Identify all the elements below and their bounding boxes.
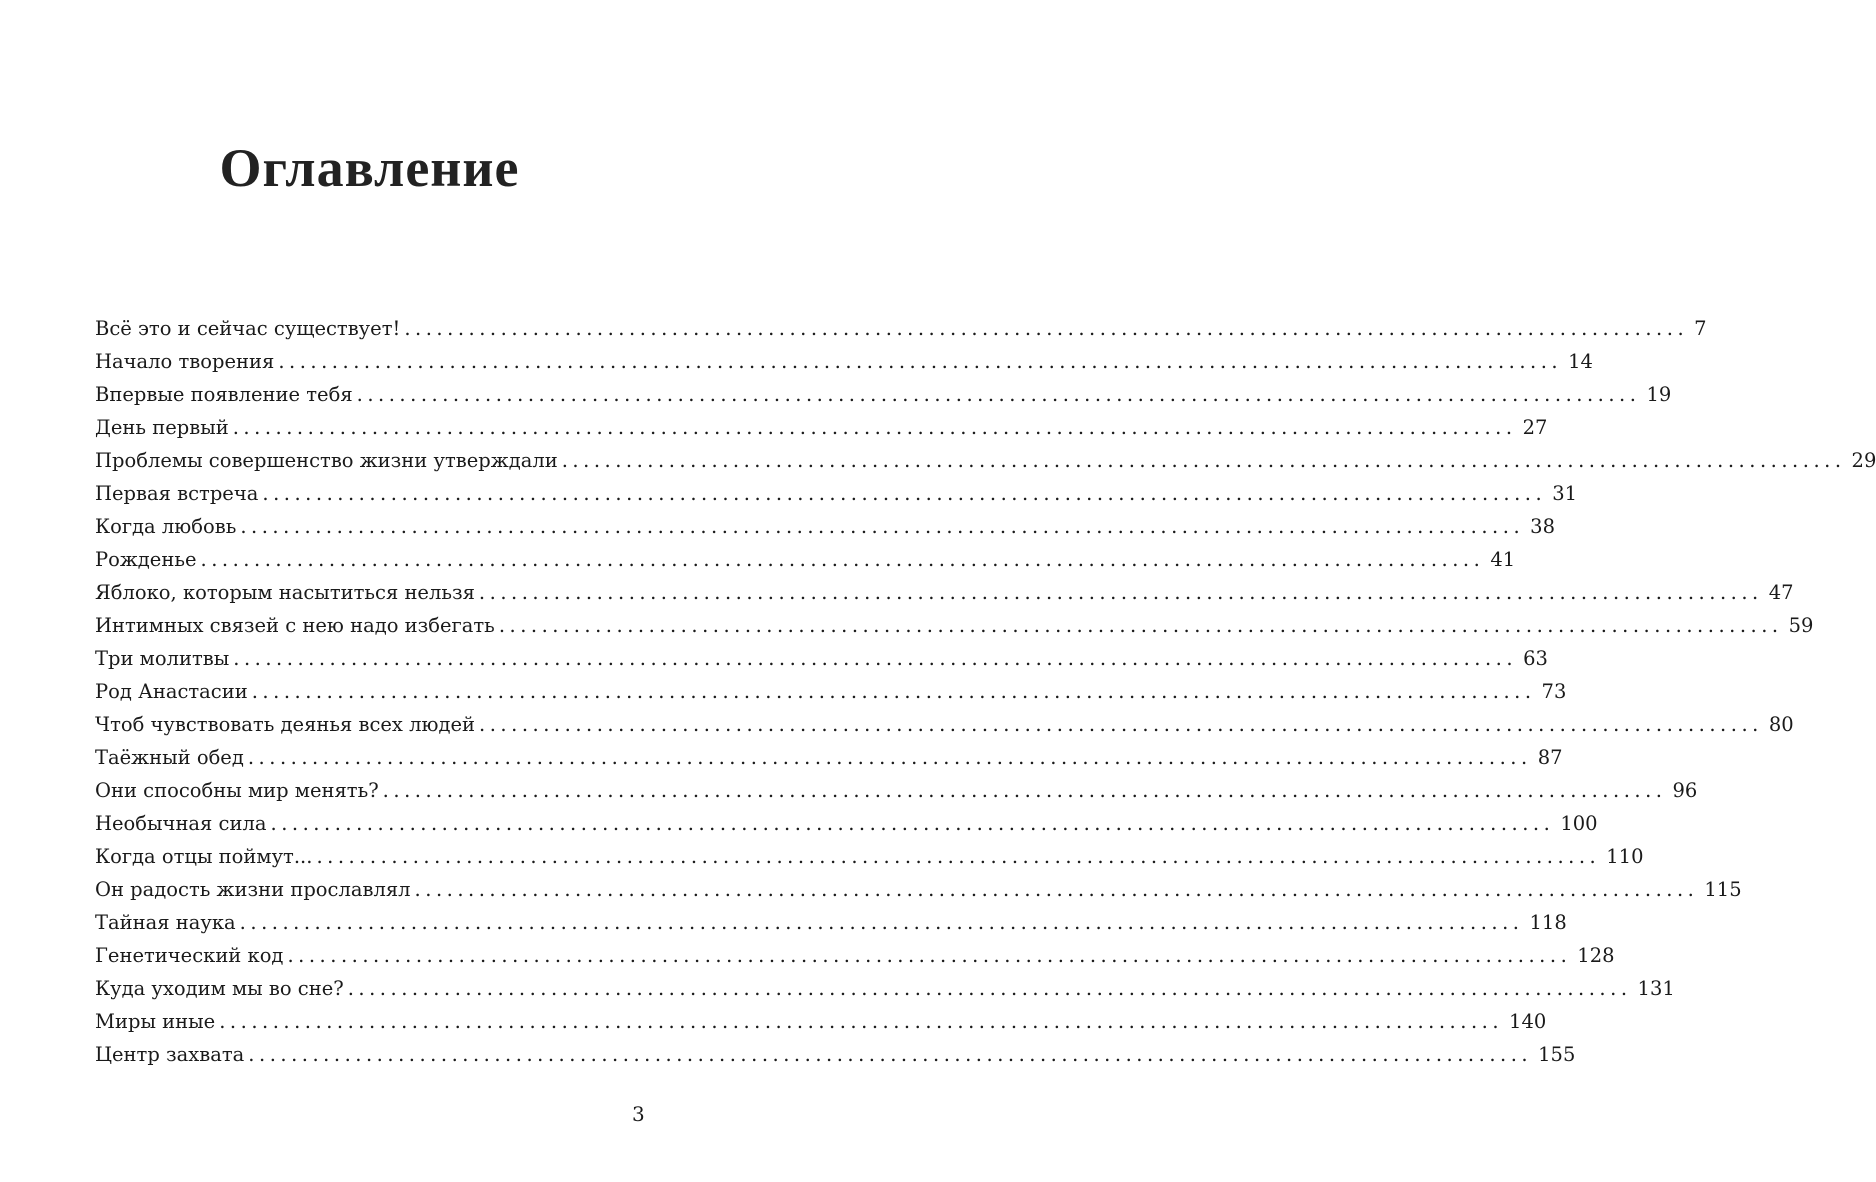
dot-leader: ........................................................................................................................ xyxy=(262,482,1547,505)
toc-entry-title: Необычная сила xyxy=(95,812,267,835)
dot-leader: ........................................................................................................................ xyxy=(248,1043,1533,1066)
toc-entry-page: 140 xyxy=(1509,1010,1547,1033)
dot-leader: ........................................................................................................................ xyxy=(478,581,1763,604)
toc-entry-title: Когда любовь xyxy=(95,515,237,538)
toc-entry-page: 118 xyxy=(1529,911,1567,934)
toc-entry xyxy=(95,840,1644,873)
toc-entry-page: 59 xyxy=(1788,614,1814,637)
toc-entry xyxy=(95,1038,1576,1071)
dot-leader: ........................................................................................................................ xyxy=(200,548,1485,571)
toc-entry-title: Тайная наука xyxy=(95,911,236,934)
toc-entry-page: 87 xyxy=(1537,746,1563,769)
toc-entry-page: 155 xyxy=(1538,1043,1576,1066)
toc-entry-page: 7 xyxy=(1694,317,1707,340)
toc-entry-title: Когда отцы поймут... xyxy=(95,845,313,868)
toc-entry-title: День первый xyxy=(95,416,229,439)
dot-leader: ........................................................................................................................ xyxy=(561,449,1846,472)
toc-entry xyxy=(95,741,1563,774)
toc-entry xyxy=(95,1005,1547,1038)
toc-entry xyxy=(95,642,1548,675)
dot-leader: ........................................................................................................................ xyxy=(278,350,1563,373)
toc-entry-page: 73 xyxy=(1541,680,1567,703)
toc-entry xyxy=(95,873,1742,906)
dot-leader: ........................................................................................................................ xyxy=(498,614,1783,637)
page-number: 3 xyxy=(632,1102,645,1126)
toc-entry-page: 41 xyxy=(1490,548,1516,571)
toc-entry xyxy=(95,774,1698,807)
dot-leader: ........................................................................................................................ xyxy=(251,680,1536,703)
toc-entry-page: 131 xyxy=(1637,977,1675,1000)
toc-entry-title: Проблемы совершенство жизни утверждали xyxy=(95,449,558,472)
toc-entry xyxy=(95,576,1794,609)
toc-entry xyxy=(95,972,1675,1005)
toc-entry-title: Род Анастасии xyxy=(95,680,248,703)
toc-entry-page: 31 xyxy=(1552,482,1578,505)
toc-entry-page: 128 xyxy=(1577,944,1615,967)
toc-entry xyxy=(95,444,1876,477)
dot-leader: ........................................................................................................................ xyxy=(382,779,1667,802)
toc-entry xyxy=(95,939,1615,972)
toc-entry-page: 19 xyxy=(1646,383,1672,406)
toc-entry-title: Рожденье xyxy=(95,548,197,571)
dot-leader: ........................................................................................................................ xyxy=(270,812,1555,835)
dot-leader: ........................................................................................................................ xyxy=(316,845,1601,868)
toc-entry-title: Впервые появление тебя xyxy=(95,383,353,406)
toc-entry-page: 27 xyxy=(1522,416,1548,439)
toc-entry-title: Генетический код xyxy=(95,944,284,967)
dot-leader: ........................................................................................................................ xyxy=(240,515,1525,538)
toc-entry-title: Начало творения xyxy=(95,350,275,373)
toc-entry-title: Три молитвы xyxy=(95,647,230,670)
toc-entry-page: 110 xyxy=(1606,845,1644,868)
toc-entry-page: 47 xyxy=(1768,581,1794,604)
toc-entry-page: 80 xyxy=(1768,713,1794,736)
dot-leader: ........................................................................................................................ xyxy=(356,383,1641,406)
toc-entry-page: 38 xyxy=(1530,515,1555,538)
dot-leader: ........................................................................................................................ xyxy=(347,977,1632,1000)
toc-entry xyxy=(95,609,1814,642)
dot-leader: ........................................................................................................................ xyxy=(219,1010,1504,1033)
toc-entry-page: 63 xyxy=(1523,647,1548,670)
toc-entry xyxy=(95,543,1516,576)
toc-entry-title: Первая встреча xyxy=(95,482,259,505)
dot-leader: ........................................................................................................................ xyxy=(479,713,1763,736)
dot-leader: ........................................................................................................................ xyxy=(414,878,1699,901)
dot-leader: ........................................................................................................................ xyxy=(247,746,1532,769)
toc-entry-title: Всё это и сейчас существует! xyxy=(95,317,401,340)
toc-entry xyxy=(95,708,1794,741)
toc-entry-title: Таёжный обед xyxy=(95,746,244,769)
toc-entry-page: 115 xyxy=(1704,878,1742,901)
toc-entry xyxy=(95,807,1598,840)
toc-entry-title: Куда уходим мы во сне? xyxy=(95,977,344,1000)
dot-leader: ........................................................................................................................ xyxy=(404,317,1689,340)
toc-entry xyxy=(95,345,1593,378)
toc-entry-title: Интимных связей с нею надо избегать xyxy=(95,614,495,637)
toc-entry xyxy=(95,312,1707,345)
toc-entry-title: Он радость жизни прославлял xyxy=(95,878,411,901)
toc-entry-page: 29 xyxy=(1851,449,1876,472)
toc-entry xyxy=(95,378,1672,411)
toc-entry-title: Чтоб чувствовать деянья всех людей xyxy=(95,713,476,736)
page-title: Оглавление xyxy=(219,138,520,199)
dot-leader: ........................................................................................................................ xyxy=(239,911,1524,934)
toc-entry-page: 14 xyxy=(1568,350,1593,373)
dot-leader: ........................................................................................................................ xyxy=(287,944,1572,967)
toc-entry xyxy=(95,906,1567,939)
toc-entry-page: 100 xyxy=(1560,812,1598,835)
toc-entry xyxy=(95,477,1578,510)
toc-entry-title: Яблоко, которым насытиться нельзя xyxy=(95,581,475,604)
toc-entry xyxy=(95,675,1567,708)
toc-entry-title: Центр захвата xyxy=(95,1043,245,1066)
table-of-contents xyxy=(95,312,1876,1071)
toc-entry-page: 96 xyxy=(1672,779,1698,802)
toc-entry xyxy=(95,510,1555,543)
toc-entry-title: Они способны мир менять? xyxy=(95,779,379,802)
dot-leader: ........................................................................................................................ xyxy=(233,647,1518,670)
toc-entry-title: Миры иные xyxy=(95,1010,216,1033)
dot-leader: ........................................................................................................................ xyxy=(232,416,1517,439)
toc-entry xyxy=(95,411,1548,444)
